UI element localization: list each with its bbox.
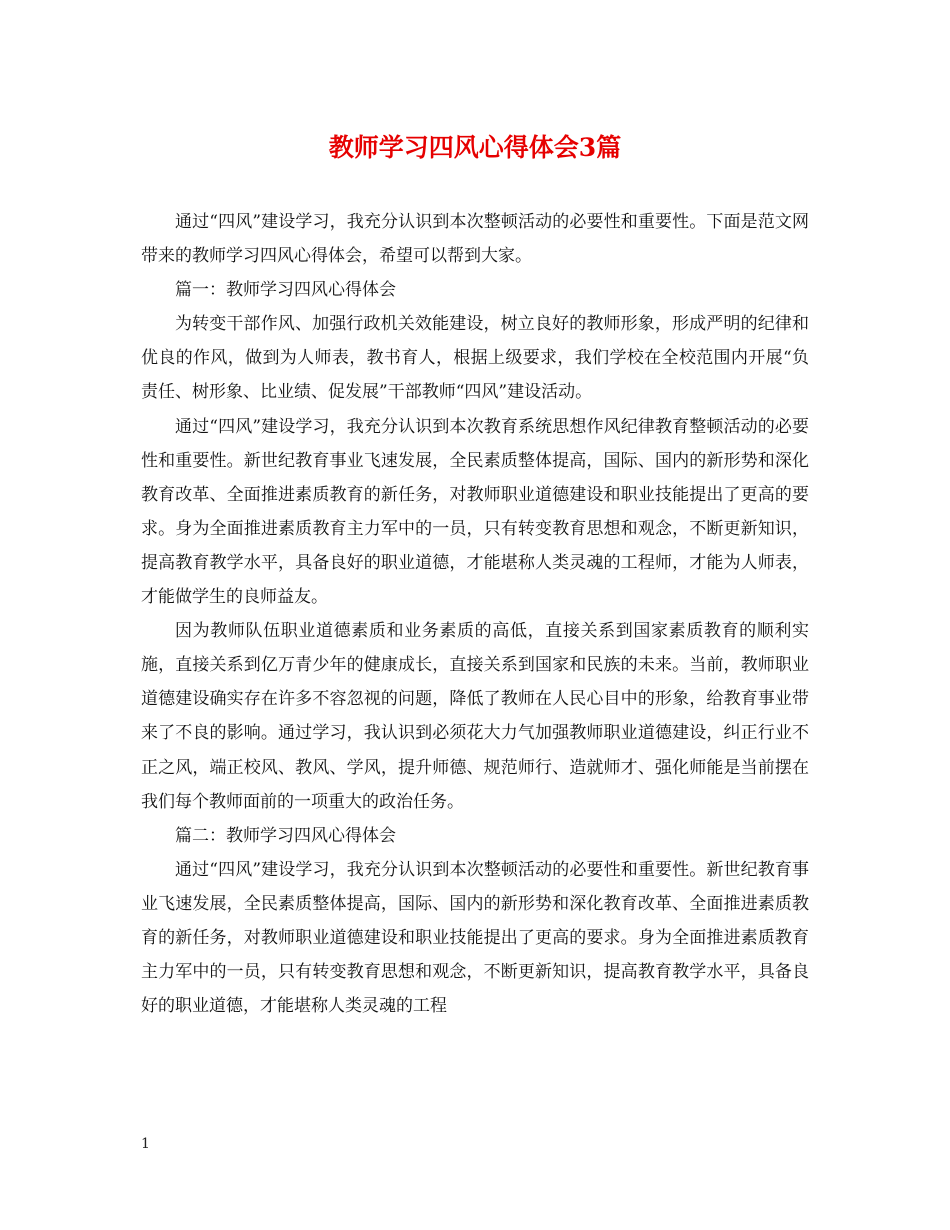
document-body [141,205,809,1023]
body-paragraph: 通过“四风”建设学习，我充分认识到本次整顿活动的必要性和重要性。新世纪教育事业飞速发展，全民素质整体提高，国际、国内的新形势和深化教育改革、全面推进素质教育的新任务，对教师职业道德建设和职业技能提出了更高的要求。身为全面推进素质教育主力军中的一员，只有转变教育思想和观念，不断更新知识，提高教育教学水平，具备良好的职业道德，才能堪称人类灵魂的工程 [141,859,809,1017]
intro-paragraph: 通过“四风”建设学习，我充分认识到本次整顿活动的必要性和重要性。下面是范文网带来的教师学习四风心得体会，希望可以帮到大家。 [141,212,809,267]
section-heading-2: 篇二：教师学习四风心得体会 [175,825,396,846]
document-title: 教师学习四风心得体会3篇 [328,133,622,162]
page-number: 1 [141,1136,150,1152]
section-heading-1: 篇一：教师学习四风心得体会 [175,280,396,301]
body-paragraph: 因为教师队伍职业道德素质和业务素质的高低，直接关系到国家素质教育的顺利实施，直接关系到亿万青少年的健康成长，直接关系到国家和民族的未来。当前，教师职业道德建设确实存在许多不容忽视的问题，降低了教师在人民心目中的形象，给教育事业带来了不良的影响。通过学习，我认识到必须花大力气加强教师职业道德建设，纠正行业不正之风，端正校风、教风、学风，提升师德、规范师行、造就师才、强化师能是当前摆在我们每个教师面前的一项重大的政治任务。 [141,621,809,812]
body-paragraph: 为转变干部作风、加强行政机关效能建设，树立良好的教师形象，形成严明的纪律和优良的作风，做到为人师表，教书育人，根据上级要求，我们学校在全校范围内开展“负责任、树形象、比业绩、促发展”干部教师“四风”建设活动。 [141,314,809,403]
body-paragraph: 通过“四风”建设学习，我充分认识到本次教育系统思想作风纪律教育整顿活动的必要性和重要性。新世纪教育事业飞速发展，全民素质整体提高，国际、国内的新形势和深化教育改革、全面推进素质教育的新任务，对教师职业道德建设和职业技能提出了更高的要求。身为全面推进素质教育主力军中的一员，只有转变教育思想和观念，不断更新知识，提高教育教学水平，具备良好的职业道德，才能堪称人类灵魂的工程师，才能为人师表，才能做学生的良师益友。 [141,416,809,608]
